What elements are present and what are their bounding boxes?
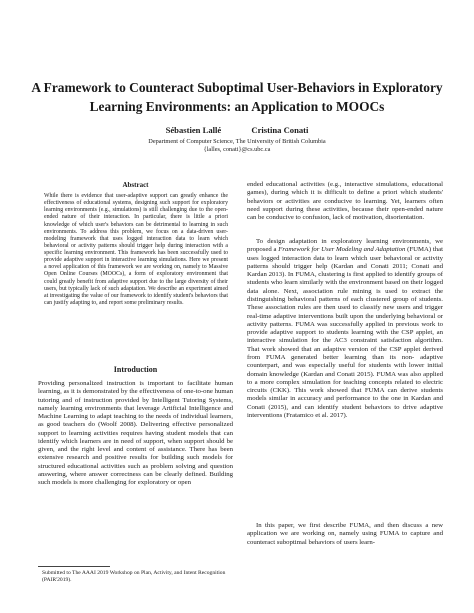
abstract-heading: Abstract (122, 181, 149, 189)
paper-title-line-2: Learning Environments: an Application to MOOCs (89, 99, 385, 114)
author-list (0, 125, 474, 135)
author-affiliation (0, 138, 474, 154)
body-paragraph: In this paper, we first describe FUMA, and then discuss a new application we are working on, namely using FUMA to capture and counteract suboptimal behaviors of users learn- (247, 522, 443, 546)
footnote: Submitted to The AAAI 2019 Workshop on Plan, Activity, and Intent Recognition (PAIR'2019). (42, 570, 226, 584)
author-email: {lalles, conati}@cs.ubc.ca (203, 146, 271, 154)
paragraph-text: To design adaptation in exploratory learning environments, we proposed a (247, 238, 443, 254)
paper-title-line-1: A Framework to Counteract Suboptimal User-Behaviors in Exploratory (31, 80, 443, 95)
introduction-paragraph: Providing personalized instruction is important to facilitate human learning, as it is demonstrated by the effectiveness of one-to-one human tutoring and of instruction provided by Intelligent Tutoring Systems, namely learning environments that leverage Artificial Intelligence and Machine Learning to adapt teaching to the needs of individual learners, as good teachers do (Woolf 2008). Delivering effective personalized support to learning activities requires having student models that can identify which learners are in need of support, when support should be given, and the right level and content of assistance. There has been extensive research and positive results for building such models for structured educational activities such as problem solving and question answering, where answer correctness can be clearly defined. Building such models is more challenging for exploratory or open (38, 380, 233, 486)
affiliation-text: Department of Computer Science, The University of British Columbia (148, 138, 326, 145)
introduction-heading: Introduction (113, 365, 158, 374)
paper-title (20, 78, 454, 116)
abstract-text: While there is evidence that user-adaptive support can greatly enhance the effectiveness of educational systems, designing such support for exploratory learning environments (e.g., simulations) is still challenging due to the open-ended nature of their interaction. In particular, there is little a priori knowledge of which user's behaviors can be detrimental to learning in such environments. To address this problem, we focus on a data-driven user-modeling framework that uses logged interaction data to learn which behavioral or activity patterns should trigger help during interaction with a specific learning environment. This framework has been successfully used to provide adaptive support in interactive learning simulations. Here we present a novel application of this framework we are working on, namely to Massive Open Online Courses (MOOCs), a form of exploratory environment that could greatly benefit from adaptive support due to the large diversity of their users, but typically lack of such adaptation. We describe an experiment aimed at investigating the value of our framework to identify student's behaviors that can justify adapting to, and report some preliminary results. (44, 193, 228, 306)
paragraph-text: (FUMA) that uses logged interaction data to learn which user behavioral or activity patterns should trigger help (Kardan and Conati 2011; Conati and Kardan 2013). In FUMA, clustering is first applied to identify groups of students who learn similarly with the environment based on their logged data alone. Next, association rule mining is used to extract the distinguishing behavioral patterns of each clustered group of students. These association rules are then used to classify new users and trigger real-time adaptive interventions built upon the underlying behavioral or activity patterns. FUMA was successfully applied in previous work to provide adaptive support to students learning with the CSP applet, an interactive simulation for the AC3 constraint satisfaction algorithm. That work showed that an adaptive version of the CSP applet derived from FUMA generated better learning than its non- adaptive counterpart, and was especially useful for students with lower initial domain knowledge (Kardan and Conati 2015). FUMA was also applied to a more complex simulation for teaching concepts related to electric circuits (CKK). This work showed that FUMA can derive students models similar in accuracy and performance to the one in Kardan and Conati (2015), and can identify student behaviors to drive adaptive interventions (Fratamico et al. 2017). (247, 246, 443, 419)
body-paragraph (247, 238, 443, 420)
footnote-divider (38, 566, 110, 567)
framework-name: Framework for User Modeling and Adaptation (278, 246, 406, 254)
author-name: Cristina Conati (251, 125, 309, 135)
author-name: Sébastien Lallé (165, 125, 222, 135)
body-paragraph: ended educational activities (e.g., interactive simulations, educational games), during which it is difficult to define a priori which students' behaviors or activities are conducive to learning. Yet, learners often need support during these activities, because their open-ended nature can be conducive to confusion, lack of motivation, disorientation. (247, 181, 443, 222)
